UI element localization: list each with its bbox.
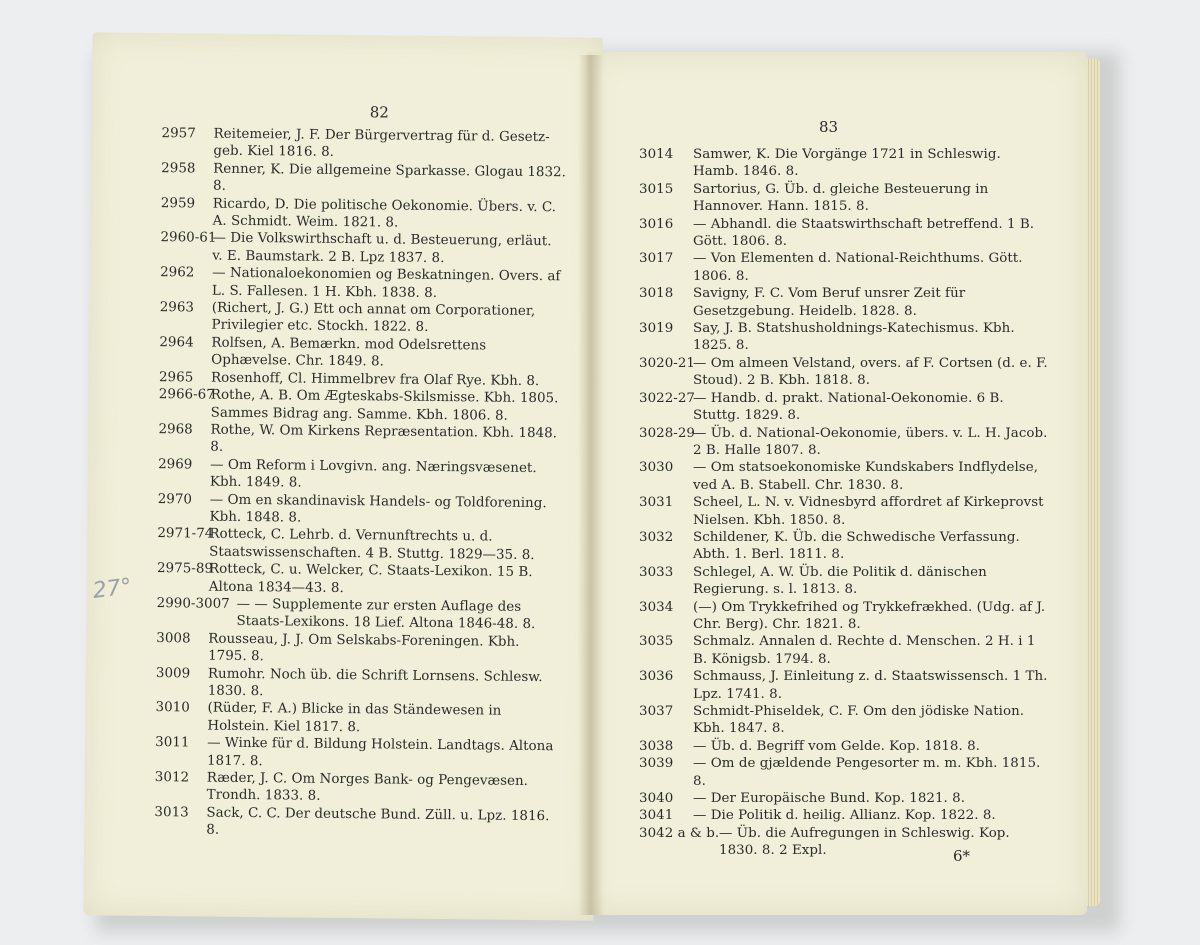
entry-text: — Handb. d. prakt. National-Oekonomie. 6 B. Stuttg. 1829. 8.	[693, 390, 1004, 424]
entry-number: 3033	[639, 564, 674, 580]
entry-text: Sack, C. C. Der deutsche Bund. Züll. u. Lpz. 1816. 8.	[206, 805, 550, 838]
entry-number: 2971-74	[157, 526, 214, 542]
entry-number: 3019	[639, 321, 674, 337]
catalog-entry	[639, 459, 1049, 494]
entry-text: Scheel, L. N. v. Vidnesbyrd affordret af Kirkeprovst Nielsen. Kbh. 1850. 8.	[693, 495, 1044, 528]
entry-number: 3014	[639, 147, 674, 162]
entry-text: — Abhandl. die Staatswirthschaft betreffend. 1 B. Gött. 1806. 8.	[693, 216, 1035, 250]
catalog-entry	[161, 125, 566, 164]
entry-number: 3030	[639, 460, 674, 476]
entry-text: — Om en skandinavisk Handels- og Toldforening. Kbh. 1848. 8.	[209, 492, 547, 526]
entry-number: 2990-3007	[156, 596, 230, 612]
entry-number: 3040	[639, 791, 674, 807]
printer-signature-mark: 6*	[953, 847, 971, 865]
entry-text: Schmidt-Phiseldek, C. F. Om den jödiske Nation. Kbh. 1847. 8.	[693, 704, 1025, 737]
entry-number: 2962	[160, 265, 195, 281]
catalog-entry	[157, 491, 562, 530]
catalog-entry	[159, 334, 564, 373]
entry-text: — Om Reform i Lovgivn. ang. Næringsvæsenet. Kbh. 1849. 8.	[209, 457, 537, 491]
entry-number: 2966-67	[158, 387, 215, 403]
entry-number: 3016	[639, 216, 674, 232]
entry-text: Say, J. B. Statshusholdnings-Katechismus. Kbh. 1825. 8.	[693, 321, 1015, 354]
entry-text: Schlegel, A. W. Üb. die Politik d. dänischen Regierung. s. l. 1813. 8.	[693, 564, 987, 598]
catalog-entry	[156, 665, 561, 704]
entry-number: 3032	[639, 529, 674, 545]
entry-number: 3039	[639, 756, 674, 772]
entry-text: Ricardo, D. Die politische Oekonomie. Übers. v. C. A. Schmidt. Weim. 1821. 8.	[212, 196, 557, 231]
entry-number: 3012	[154, 770, 190, 786]
catalog-entry	[639, 285, 1049, 320]
entry-number: 3015	[639, 181, 674, 197]
catalog-entry	[639, 181, 1049, 216]
entry-number: 3020-21	[639, 355, 695, 371]
entry-number: 3028-29	[639, 425, 695, 441]
catalog-entry	[639, 790, 1049, 807]
catalog-entry	[639, 825, 1049, 860]
entry-text: — — Supplemente zur ersten Auflage des Staats-Lexikons. 18 Lief. Altona 1846-48. 8.	[236, 596, 536, 633]
entry-number: 3022-27	[639, 390, 695, 406]
catalog-entry	[639, 146, 1049, 181]
entry-number: 2968	[158, 421, 193, 438]
catalog-entry	[158, 456, 563, 495]
entry-text: — Winke für d. Bildung Holstein. Landtags. Altona 1817. 8.	[206, 735, 554, 769]
catalog-entry	[639, 355, 1049, 390]
catalog-entry	[161, 195, 566, 234]
entry-number: 3036	[639, 669, 674, 685]
entry-number: 3042 a & b.	[639, 825, 720, 841]
entry-text: Rumohr. Noch üb. die Schrift Lornsens. Schlesw. 1830. 8.	[207, 666, 543, 700]
entry-text: Rolfsen, A. Bemærkn. mod Odelsrettens Ophævelse. Chr. 1849. 8.	[211, 335, 487, 370]
catalog-entry	[159, 386, 564, 425]
catalog-entry	[158, 421, 563, 460]
catalog-entry	[160, 264, 565, 303]
entry-text: Rotteck, C. Lehrb. d. Vernunftrechts u. d. Staatswissenschaften. 4 B. Stuttg. 1829—35. 8.	[209, 526, 535, 563]
catalog-entry	[160, 230, 565, 269]
catalog-entry	[155, 769, 560, 808]
catalog-entry	[639, 390, 1049, 425]
catalog-entry	[639, 703, 1049, 738]
entry-number: 2964	[159, 334, 194, 351]
entry-text: — Von Elementen d. National-Reichthums. Gött. 1806. 8.	[693, 251, 1023, 284]
entry-number: 2959	[160, 195, 196, 212]
catalog-entry	[156, 595, 561, 634]
entry-number: 3010	[155, 700, 190, 716]
entry-text: — Om de gjældende Pengesorter m. m. Kbh. 1815. 8.	[693, 756, 1041, 789]
catalog-entry	[639, 599, 1049, 634]
catalog-entry	[154, 804, 559, 843]
entry-text: Rothe, W. Om Kirkens Repræsentation. Kbh. 1848. 8.	[210, 422, 558, 456]
left-page	[83, 32, 602, 920]
catalog-entry	[639, 807, 1049, 824]
entry-number: 2963	[159, 300, 195, 316]
entry-number: 2965	[158, 369, 194, 386]
entry-text: — Üb. die Aufregungen in Schleswig. Kop. 1830. 8. 2 Expl.	[719, 825, 1010, 859]
catalog-entry	[639, 529, 1049, 564]
right-page	[587, 52, 1087, 915]
entry-number: 3009	[155, 665, 191, 682]
entry-number: 3038	[639, 738, 674, 754]
catalog-entry-list	[639, 146, 1049, 860]
catalog-entry	[639, 633, 1049, 668]
entry-text: Schildener, K. Üb. die Schwedische Verfassung. Abth. 1. Berl. 1811. 8.	[693, 529, 1020, 563]
entry-number: 3008	[156, 630, 191, 647]
catalog-entry	[639, 564, 1049, 599]
entry-number: 3034	[639, 599, 674, 615]
entry-text: — Die Volkswirthschaft u. d. Besteuerung, erläut. v. E. Baumstark. 2 B. Lpz 1837. 8.	[212, 231, 552, 266]
entry-text: Rotteck, C. u. Welcker, C. Staats-Lexikon. 15 B. Altona 1834—43. 8.	[208, 561, 533, 596]
catalog-entry	[155, 699, 560, 738]
entry-number: 3041	[639, 808, 674, 824]
entry-text: — Der Europäische Bund. Kop. 1821. 8.	[693, 791, 966, 807]
entry-text: — Om statsoekonomiske Kundskabers Indflydelse, ved A. B. Stabell. Chr. 1830. 8.	[693, 460, 1039, 493]
entry-number: 2975-89	[156, 561, 214, 577]
handwritten-margin-note: 27°	[91, 574, 134, 604]
catalog-entry	[639, 668, 1049, 703]
catalog-entry	[639, 250, 1049, 285]
catalog-entry	[639, 425, 1049, 460]
entry-number: 3017	[639, 251, 674, 267]
entry-text: — Üb. d. Begriff vom Gelde. Kop. 1818. 8.	[693, 738, 980, 754]
entry-text: Rosenhoff, Cl. Himmelbrev fra Olaf Rye. Kbh. 8.	[210, 370, 540, 389]
entry-number: 3011	[155, 735, 190, 751]
catalog-entry	[157, 560, 562, 599]
entry-text: — Om almeen Velstand, overs. af F. Cortsen (d. e. F. Stoud). 2 B. Kbh. 1818. 8.	[693, 355, 1048, 389]
entry-text: — Üb. d. National-Oekonomie, übers. v. L. H. Jacob. 2 B. Halle 1807. 8.	[693, 425, 1048, 458]
entry-number: 3013	[154, 804, 189, 821]
catalog-entry	[639, 320, 1049, 355]
entry-text: Rothe, A. B. Om Ægteskabs-Skilsmisse. Kbh. 1805. Sammes Bidrag ang. Samme. Kbh. 1806. 8.	[210, 387, 559, 424]
entry-text: Rousseau, J. J. Om Selskabs-Foreningen. Kbh. 1795. 8.	[208, 631, 520, 665]
entry-text: Renner, K. Die allgemeine Sparkasse. Glogau 1832. 8.	[212, 161, 567, 194]
catalog-entry	[639, 494, 1049, 529]
entry-text: Reitemeier, J. F. Der Bürgervertrag für d. Gesetz-geb. Kiel 1816. 8.	[213, 126, 550, 161]
entry-number: 3018	[639, 286, 674, 302]
entry-text: Schmauss, J. Einleitung z. d. Staatswissensch. 1 Th. Lpz. 1741. 8.	[693, 669, 1048, 702]
entry-number: 2969	[158, 456, 193, 473]
entry-text: (—) Om Trykkefrihed og Trykkefrækhed. (Udg. af J. Chr. Berg). Chr. 1821. 8.	[693, 599, 1046, 632]
entry-text: Savigny, F. C. Vom Beruf unsrer Zeit für Gesetzgebung. Heidelb. 1828. 8.	[693, 286, 966, 319]
entry-text: — Die Politik d. heilig. Allianz. Kop. 1822. 8.	[693, 808, 996, 824]
entry-text: Schmalz. Annalen d. Rechte d. Menschen. 2 H. i 1 B. Königsb. 1794. 8.	[693, 634, 1036, 667]
page-edges	[1086, 58, 1100, 906]
entry-number: 3037	[639, 704, 674, 719]
catalog-entry	[156, 630, 561, 669]
catalog-entry	[159, 299, 564, 338]
entry-text: Sartorius, G. Üb. d. gleiche Besteuerung in Hannover. Hann. 1815. 8.	[693, 181, 989, 215]
page-number: 82	[369, 103, 390, 122]
entry-text: (Richert, J. G.) Ett och annat om Corporationer, Privilegier etc. Stockh. 1822. 8.	[211, 300, 536, 336]
entry-number: 2960-61	[160, 230, 217, 247]
entry-text: Samwer, K. Die Vorgänge 1721 in Schleswig. Hamb. 1846. 8.	[693, 147, 1001, 180]
book-gutter	[578, 55, 604, 915]
page-number: 83	[819, 118, 839, 136]
entry-text: Ræder, J. C. Om Norges Bank- og Pengevæsen. Trondh. 1833. 8.	[206, 770, 529, 805]
catalog-entry-list	[154, 125, 566, 843]
catalog-entry	[639, 738, 1049, 755]
entry-text: — Nationaloekonomien og Beskatningen. Overs. af L. S. Fallesen. 1 H. Kbh. 1838. 8.	[211, 265, 561, 301]
entry-number: 2958	[161, 160, 196, 177]
entry-number: 2957	[161, 126, 196, 142]
entry-text: (Rüder, F. A.) Blicke in das Ständewesen in Holstein. Kiel 1817. 8.	[207, 701, 502, 736]
catalog-entry	[157, 525, 562, 564]
entry-number: 2970	[157, 491, 193, 507]
catalog-entry	[155, 734, 560, 773]
catalog-entry	[161, 160, 566, 199]
entry-number: 3035	[639, 634, 674, 650]
catalog-entry	[639, 755, 1049, 790]
entry-number: 3031	[639, 495, 674, 511]
catalog-entry	[639, 216, 1049, 251]
